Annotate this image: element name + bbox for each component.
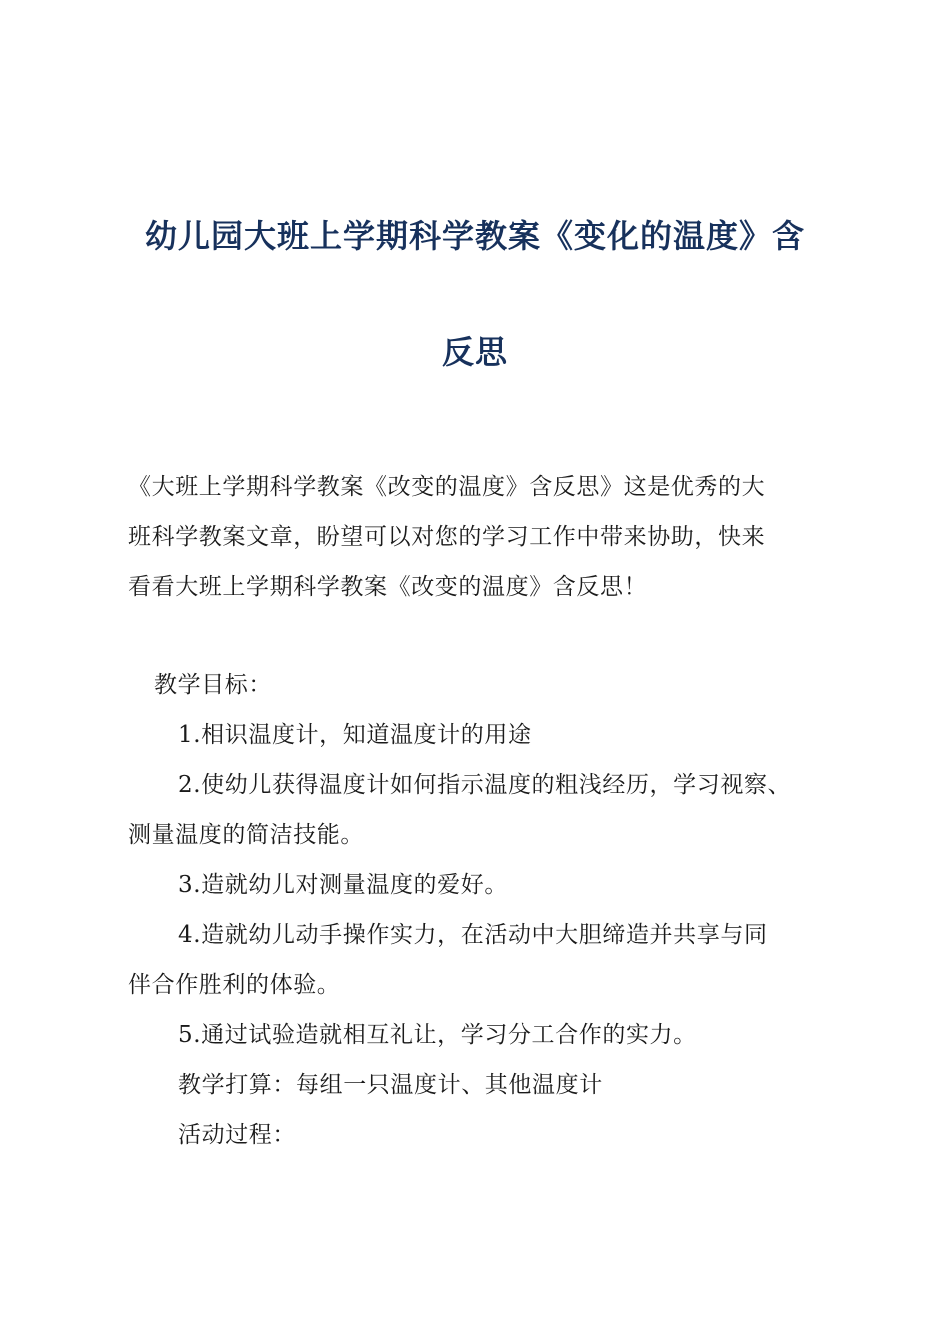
preparation-line: 教学打算：每组一只温度计、其他温度计 <box>178 1072 603 1098</box>
goal-item-4-continued: 伴合作胜利的体验。 <box>128 972 341 998</box>
goal-item-2: 2.使幼儿获得温度计如何指示温度的粗浅经历，学习视察、 <box>178 772 792 798</box>
goal-item-1: 1.相识温度计，知道温度计的用途 <box>178 722 532 748</box>
goal-item-3: 3.造就幼儿对测量温度的爱好。 <box>178 872 508 898</box>
goal-item-4: 4.造就幼儿动手操作实力，在活动中大胆缔造并共享与同 <box>178 922 768 948</box>
goal-item-2-continued: 测量温度的简洁技能。 <box>128 822 364 848</box>
goal-item-5: 5.通过试验造就相互礼让，学习分工合作的实力。 <box>178 1022 697 1048</box>
intro-line-3: 看看大班上学期科学教案《改变的温度》含反思！ <box>128 574 648 600</box>
document-title-line-2: 反思 <box>441 333 508 371</box>
intro-line-1: 《大班上学期科学教案《改变的温度》含反思》这是优秀的大 <box>128 474 766 500</box>
goals-heading: 教学目标： <box>154 672 272 698</box>
document-title-line-1: 幼儿园大班上学期科学教案《变化的温度》含 <box>144 217 805 255</box>
intro-line-2: 班科学教案文章，盼望可以对您的学习工作中带来协助，快来 <box>128 524 766 550</box>
process-heading: 活动过程： <box>178 1122 296 1148</box>
